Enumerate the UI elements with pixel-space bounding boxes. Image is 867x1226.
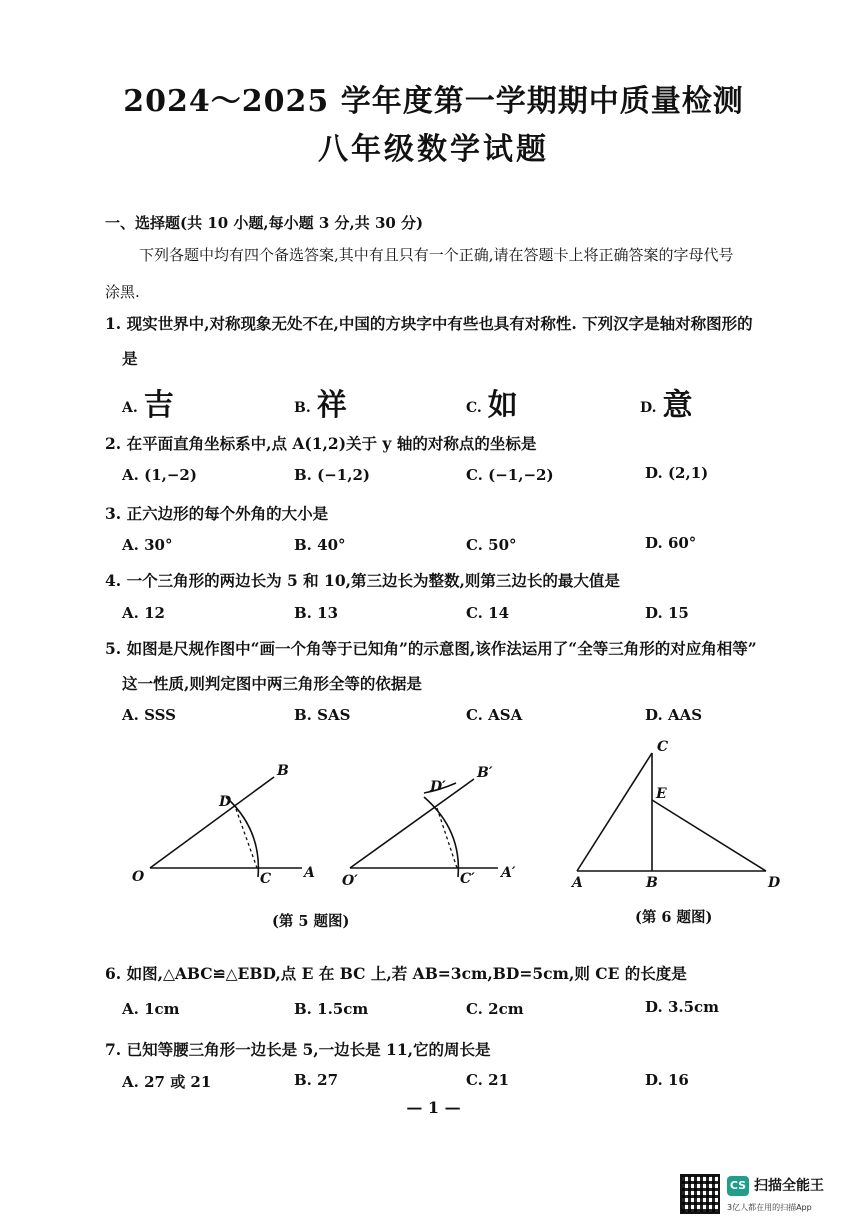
q4-option-b: B. 13 xyxy=(294,604,339,622)
label-a-prime: A′ xyxy=(501,865,516,881)
label-b: B xyxy=(277,763,289,779)
section-heading: 一、选择题(共 10 小题,每小题 3 分,共 30 分) xyxy=(105,214,424,232)
q1-option-c: C. 如 xyxy=(466,388,518,423)
page-number: — 1 — xyxy=(406,1098,461,1117)
q6-option-a: A. 1cm xyxy=(122,1000,180,1018)
segment-ed xyxy=(652,800,766,871)
q3-option-b: B. 40° xyxy=(294,536,346,554)
q6-option-d: D. 3.5cm xyxy=(645,998,720,1016)
label-d: D xyxy=(219,794,232,810)
q4-option-c: C. 14 xyxy=(466,604,510,622)
fig5-left-diagram xyxy=(132,763,315,887)
q3-stem: 3. 正六边形的每个外角的大小是 xyxy=(105,504,329,523)
label-b: B xyxy=(646,875,658,891)
label-c-prime: C′ xyxy=(460,871,475,887)
label-o-prime: O′ xyxy=(342,873,358,889)
q7-option-d: D. 16 xyxy=(645,1071,689,1089)
scanner-tagline: 3亿人都在用的扫描App xyxy=(727,1203,812,1212)
ray-ob xyxy=(150,777,274,868)
fig6-caption: (第 6 题图) xyxy=(635,909,713,926)
instruction-line-1: 下列各题中均有四个备选答案,其中有且只有一个正确,请在答题卡上将正确答案的字母代号 xyxy=(139,246,734,264)
q6-stem: 6. 如图,△ABC≌△EBD,点 E 在 BC 上,若 AB=3cm,BD=5cm,则 CE 的长度是 xyxy=(105,964,687,983)
label-d: D xyxy=(768,875,781,891)
q1-option-a: A. 吉 xyxy=(122,388,174,423)
exam-title: 2024～2025 学年度第一学期期中质量检测 xyxy=(123,84,744,119)
q1-stem-line-2: 是 xyxy=(122,349,138,368)
q7-option-b: B. 27 xyxy=(294,1071,339,1089)
label-b-prime: B′ xyxy=(477,765,493,781)
q3-option-a: A. 30° xyxy=(122,536,173,554)
cs-logo-icon: CS xyxy=(727,1176,749,1196)
arc-c-prime-d-prime xyxy=(424,797,458,877)
q5-stem-line-2: 这一性质,则判定图中两三角形全等的依据是 xyxy=(122,674,422,693)
q7-option-c: C. 21 xyxy=(466,1071,510,1089)
fig5-caption: (第 5 题图) xyxy=(272,913,350,930)
q5-stem-line-1: 5. 如图是尺规作图中“画一个角等于已知角”的示意图,该作法运用了“全等三角形的对应角相等” xyxy=(105,639,757,658)
q3-option-d: D. 60° xyxy=(645,534,697,552)
segment-ac xyxy=(577,753,652,871)
q2-option-b: B. (−1,2) xyxy=(294,466,370,484)
label-a: A xyxy=(572,875,583,891)
q1-option-b: B. 祥 xyxy=(294,388,347,423)
q4-option-a: A. 12 xyxy=(122,604,165,622)
q4-stem: 4. 一个三角形的两边长为 5 和 10,第三边长为整数,则第三边长的最大值是 xyxy=(105,571,620,590)
q7-stem: 7. 已知等腰三角形一边长是 5,一边长是 11,它的周长是 xyxy=(105,1040,491,1059)
qr-code-icon xyxy=(680,1174,720,1214)
label-e: E xyxy=(656,786,667,802)
q6-option-b: B. 1.5cm xyxy=(294,1000,369,1018)
fig6-diagram xyxy=(570,739,781,891)
q5-option-a: A. SSS xyxy=(122,706,176,724)
q2-option-d: D. (2,1) xyxy=(645,464,709,482)
q5-option-d: D. AAS xyxy=(645,706,703,724)
exam-subtitle: 八年级数学试题 xyxy=(318,132,549,167)
q5-option-c: C. ASA xyxy=(466,706,523,724)
scanner-brand: 扫描全能王 xyxy=(754,1178,824,1194)
ray-ob-prime xyxy=(350,779,474,868)
label-c: C xyxy=(657,739,669,755)
q2-option-c: C. (−1,−2) xyxy=(466,466,554,484)
q1-option-d: D. 意 xyxy=(640,388,693,423)
q7-option-a: A. 27 或 21 xyxy=(122,1073,212,1091)
fig5-right-diagram xyxy=(342,765,516,889)
q2-option-a: A. (1,−2) xyxy=(122,466,197,484)
q3-option-c: C. 50° xyxy=(466,536,517,554)
label-c: C xyxy=(260,871,272,887)
figures-area xyxy=(0,735,867,945)
instruction-line-2: 涂黑. xyxy=(105,283,140,301)
label-o: O xyxy=(132,869,145,885)
q5-option-b: B. SAS xyxy=(294,706,351,724)
q1-stem-line-1: 1. 现实世界中,对称现象无处不在,中国的方块字中有些也具有对称性. 下列汉字是轴对称图形的 xyxy=(105,314,753,333)
label-a: A xyxy=(304,865,315,881)
q2-stem: 2. 在平面直角坐标系中,点 A(1,2)关于 y 轴的对称点的坐标是 xyxy=(105,434,537,453)
q4-option-d: D. 15 xyxy=(645,604,689,622)
label-d-prime: D′ xyxy=(430,779,446,795)
q6-option-c: C. 2cm xyxy=(466,1000,524,1018)
